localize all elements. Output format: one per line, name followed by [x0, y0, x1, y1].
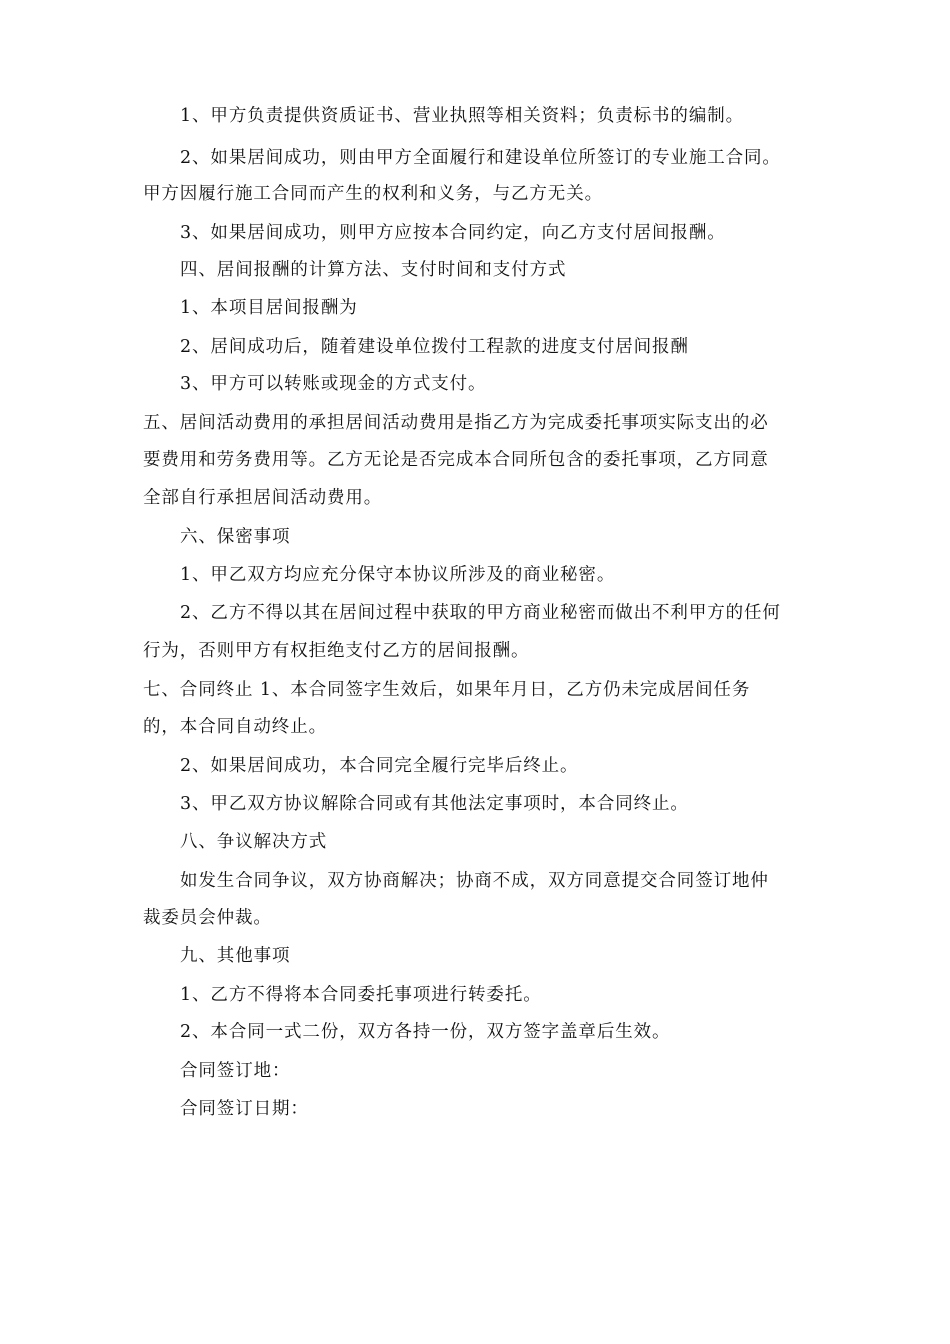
- signing-place-label: 合同签订地：: [180, 1061, 291, 1081]
- paragraph-line: 1、甲乙双方均应充分保守本协议所涉及的商业秘密。: [180, 565, 616, 585]
- paragraph-line: 1、本项目居间报酬为: [180, 298, 358, 318]
- paragraph-line: 五、居间活动费用的承担居间活动费用是指乙方为完成委托事项实际支出的必: [143, 413, 769, 433]
- section-heading: 九、其他事项: [180, 946, 291, 966]
- paragraph-line: 要费用和劳务费用等。乙方无论是否完成本合同所包含的委托事项，乙方同意: [143, 450, 769, 470]
- paragraph-line: 3、甲方可以转账或现金的方式支付。: [180, 374, 487, 394]
- paragraph-line: 裁委员会仲裁。: [143, 908, 272, 928]
- paragraph-line: 1、乙方不得将本合同委托事项进行转委托。: [180, 985, 542, 1005]
- paragraph-line: 2、如果居间成功，本合同完全履行完毕后终止。: [180, 756, 579, 776]
- paragraph-line: 行为，否则甲方有权拒绝支付乙方的居间报酬。: [143, 641, 530, 661]
- signing-date-label: 合同签订日期：: [180, 1099, 309, 1119]
- paragraph-line: 2、如果居间成功，则由甲方全面履行和建设单位所签订的专业施工合同。: [180, 148, 781, 168]
- section-heading: 八、争议解决方式: [180, 832, 328, 852]
- paragraph-line: 3、甲乙双方协议解除合同或有其他法定事项时，本合同终止。: [180, 794, 689, 814]
- paragraph-line: 2、本合同一式二份，双方各持一份，双方签字盖章后生效。: [180, 1022, 671, 1042]
- section-heading: 四、居间报酬的计算方法、支付时间和支付方式: [180, 260, 567, 280]
- paragraph-line: 3、如果居间成功，则甲方应按本合同约定，向乙方支付居间报酬。: [180, 223, 726, 243]
- paragraph-line: 2、居间成功后，随着建设单位拨付工程款的进度支付居间报酬: [180, 337, 689, 357]
- paragraph-line: 七、合同终止 1、本合同签字生效后，如果年月日，乙方仍未完成居间任务: [143, 680, 751, 700]
- paragraph-line: 的，本合同自动终止。: [143, 717, 327, 737]
- paragraph-line: 如发生合同争议，双方协商解决；协商不成，双方同意提交合同签订地仲: [180, 871, 769, 891]
- paragraph-line: 2、乙方不得以其在居间过程中获取的甲方商业秘密而做出不利甲方的任何: [180, 603, 781, 623]
- paragraph-line: 全部自行承担居间活动费用。: [143, 488, 383, 508]
- paragraph-line: 1、甲方负责提供资质证书、营业执照等相关资料；负责标书的编制。: [180, 106, 745, 126]
- section-heading: 六、保密事项: [180, 527, 291, 547]
- paragraph-line: 甲方因履行施工合同而产生的权利和义务，与乙方无关。: [143, 184, 603, 204]
